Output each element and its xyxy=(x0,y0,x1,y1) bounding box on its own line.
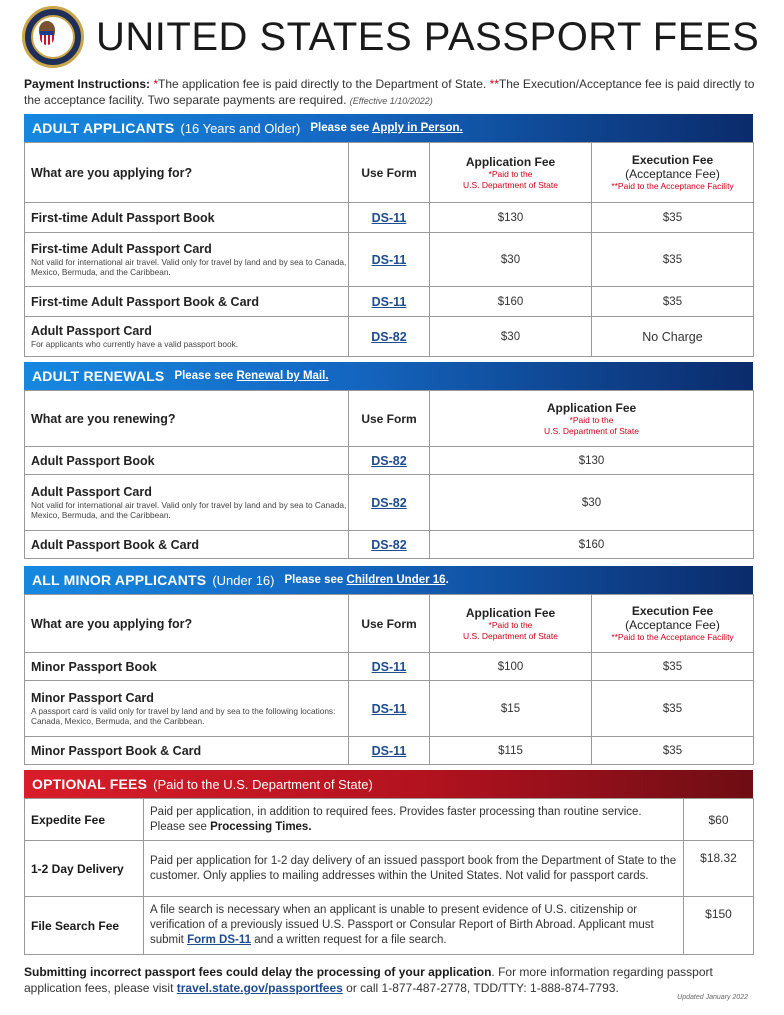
form-link[interactable]: DS-11 xyxy=(349,681,430,737)
adult-applicants-section xyxy=(24,114,753,357)
form-link[interactable]: DS-82 xyxy=(349,475,430,531)
table-row: Adult Passport Card Not valid for international air travel. Valid only for travel by land and by sea to Canada, Mexico, Bermuda, and the Caribbean. DS-82 $30 xyxy=(25,475,754,531)
form-ds-11-link[interactable]: Form DS-11 xyxy=(187,934,251,946)
minor-applicants-section xyxy=(24,566,753,765)
minor-fee-table xyxy=(24,594,754,765)
adult-fee-table xyxy=(24,142,754,357)
payment-instructions: Payment Instructions: *The application fee is paid directly to the Department of State. **The Execution/Acceptance fee is paid directly to the acceptance facility. Two separate payments are required. (Effective 1/10/2022) xyxy=(24,77,755,107)
effective-date: (Effective 1/10/2022) xyxy=(349,96,433,106)
optional-fees-section xyxy=(24,770,753,955)
table-row: Adult Passport Book & Card DS-82 $160 xyxy=(25,531,754,559)
page-header xyxy=(22,4,762,70)
section-bar: OPTIONAL FEES (Paid to the U.S. Department of State) xyxy=(24,770,753,798)
form-link[interactable]: DS-11 xyxy=(349,233,430,287)
table-row: Minor Passport Card A passport card is valid only for travel by land and by sea to the following locations: Canada, Mexico, Bermuda, and the Caribbean. DS-11 $15 $35 xyxy=(25,681,754,737)
form-link[interactable]: DS-11 xyxy=(349,737,430,765)
table-row: Expedite Fee Paid per application, in addition to required fees. Provides faster processing than routine service. Please see Processing Times. $60 xyxy=(25,799,754,841)
form-link[interactable]: DS-11 xyxy=(349,203,430,233)
apply-in-person-link[interactable]: Apply in Person. xyxy=(372,122,463,134)
table-row: First-time Adult Passport Card Not valid for international air travel. Valid only for travel by land and by sea to Canada, Mexico, Bermuda, and the Caribbean. DS-11 $30 $35 xyxy=(25,233,754,287)
table-header-row: What are you renewing? Use Form Application Fee *Paid to the U.S. Department of State xyxy=(25,391,754,447)
state-department-seal-icon xyxy=(22,6,84,68)
section-bar: ALL MINOR APPLICANTS (Under 16) Please see Children Under 16. xyxy=(24,566,753,594)
passport-fees-link[interactable]: travel.state.gov/passportfees xyxy=(176,981,343,995)
table-row: Minor Passport Book & Card DS-11 $115 $35 xyxy=(25,737,754,765)
form-link[interactable]: DS-11 xyxy=(349,653,430,681)
renewal-by-mail-link[interactable]: Renewal by Mail. xyxy=(236,370,329,382)
table-row: 1-2 Day Delivery Paid per application for 1-2 day delivery of an issued passport book from the Department of State to the customer. Only applies to mailing addresses within the United States. Not valid for passport cards. $18.32 xyxy=(25,841,754,897)
processing-times-link[interactable]: Processing Times. xyxy=(210,820,312,833)
table-row: File Search Fee A file search is necessary when an applicant is unable to present evidence of U.S. citizenship or verification of a previously issued U.S. Passport or Consular Report of Birth Abroad. Applicant must submit Form DS-11 and a written request for a file search. $150 xyxy=(25,897,754,955)
optional-fee-table xyxy=(24,798,754,955)
page-title: UNITED STATES PASSPORT FEES xyxy=(96,14,760,59)
form-link[interactable]: DS-11 xyxy=(349,287,430,317)
section-bar: ADULT RENEWALS Please see Renewal by Mail. xyxy=(24,362,753,390)
section-bar: ADULT APPLICANTS (16 Years and Older) Please see Apply in Person. xyxy=(24,114,753,142)
table-row: First-time Adult Passport Book & Card DS-11 $160 $35 xyxy=(25,287,754,317)
updated-date: Updated January 2022 xyxy=(677,994,748,1001)
table-header-row: What are you applying for? Use Form Application Fee *Paid to the U.S. Department of State Execution Fee (Acceptance Fee) **Paid to the Acceptance Facility xyxy=(25,595,754,653)
table-header-row: What are you applying for? Use Form Application Fee *Paid to the U.S. Department of State Execution Fee (Acceptance Fee) **Paid to the Acceptance Facility xyxy=(25,143,754,203)
table-row: Adult Passport Book DS-82 $130 xyxy=(25,447,754,475)
children-under-16-link[interactable]: Children Under 16 xyxy=(346,574,446,586)
adult-renewals-section xyxy=(24,362,753,559)
form-link[interactable]: DS-82 xyxy=(349,531,430,559)
table-row: Minor Passport Book DS-11 $100 $35 xyxy=(25,653,754,681)
renewal-fee-table xyxy=(24,390,754,559)
form-link[interactable]: DS-82 xyxy=(349,447,430,475)
table-row: Adult Passport Card For applicants who currently have a valid passport book. DS-82 $30 No Charge xyxy=(25,317,754,357)
form-link[interactable]: DS-82 xyxy=(349,317,430,357)
footer-note: Submitting incorrect passport fees could delay the processing of your application. For more information regarding passport application fees, please visit travel.state.gov/passportfees or call 1-877-487-2778, TDD/TTY: 1-888-874-7793. xyxy=(24,965,713,995)
table-row: First-time Adult Passport Book DS-11 $130 $35 xyxy=(25,203,754,233)
